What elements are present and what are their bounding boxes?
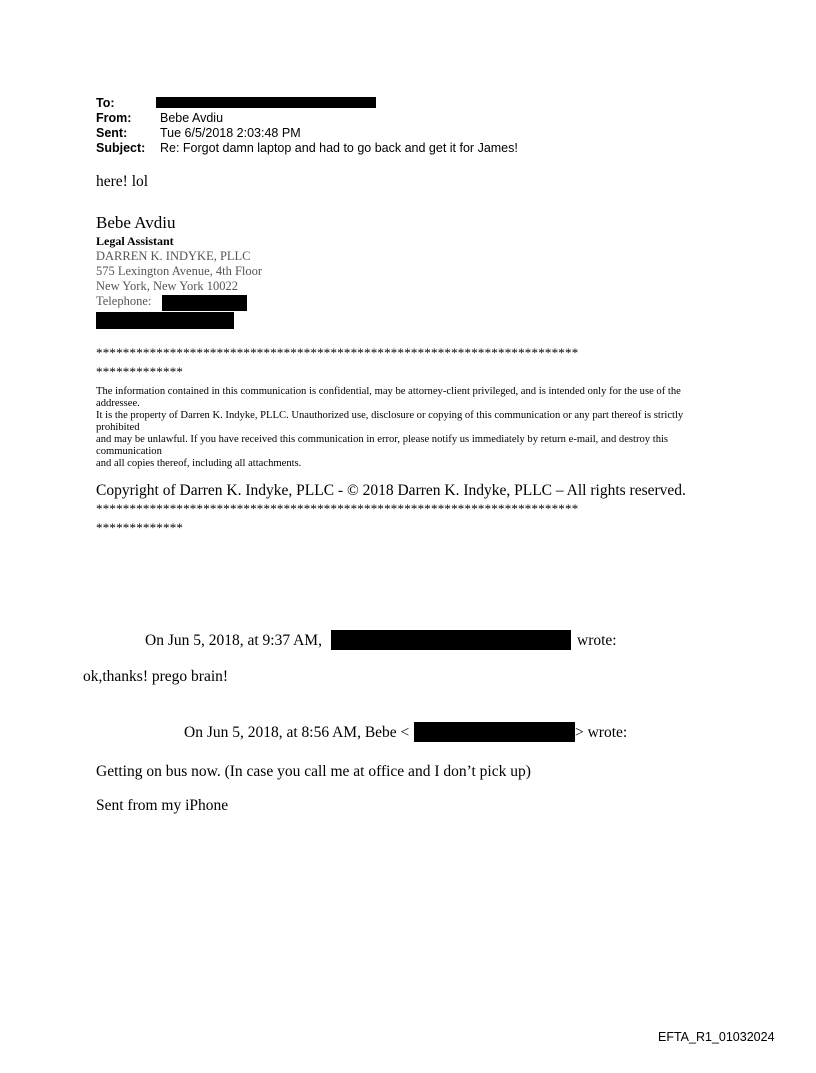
to-row <box>96 96 596 112</box>
quote-attribution-suffix: wrote: <box>577 632 617 649</box>
from-row <box>96 111 596 127</box>
signature-role: Legal Assistant <box>96 234 174 248</box>
signature-firm: DARREN K. INDYKE, PLLC <box>96 249 251 263</box>
quote-attribution-suffix: > wrote: <box>575 724 628 741</box>
to-label: To: <box>96 96 115 110</box>
stars-divider: ************* <box>96 364 184 379</box>
redaction-bar <box>331 630 571 650</box>
disclaimer-text <box>96 386 726 470</box>
quote-attribution: On Jun 5, 2018, at 8:56 AM, Bebe < <box>184 724 410 741</box>
signature-name: Bebe Avdiu <box>96 213 176 232</box>
sent-row <box>96 126 596 142</box>
disclaimer-line: and all copies thereof, including all attachments. <box>96 458 302 469</box>
redaction-bar <box>156 97 376 108</box>
disclaimer-line: The information contained in this communication is confidential, may be attorney-client privileged, and is intended only for the use of the addressee. <box>96 386 681 409</box>
signature-address-line2: New York, New York 10022 <box>96 279 239 293</box>
quote-attribution: On Jun 5, 2018, at 9:37 AM, <box>145 632 322 649</box>
quoted-message: ok,thanks! prego brain! <box>83 668 229 685</box>
from-label: From: <box>96 111 132 125</box>
stars-divider: ************************************************************************ <box>96 501 579 516</box>
copyright-notice: Copyright of Darren K. Indyke, PLLC - © 2018 Darren K. Indyke, PLLC – All rights reserved. <box>96 482 686 499</box>
redaction-bar <box>162 295 247 311</box>
quoted-message-footer: Sent from my iPhone <box>96 797 229 814</box>
document-id: EFTA_R1_01032024 <box>658 1030 775 1044</box>
signature-address-line1: 575 Lexington Avenue, 4th Floor <box>96 264 263 278</box>
disclaimer-line: It is the property of Darren K. Indyke, PLLC. Unauthorized use, disclosure or copying of this communication or any part thereof is strictly prohibited <box>96 410 684 433</box>
sent-value: Tue 6/5/2018 2:03:48 PM <box>160 126 301 140</box>
signature-telephone-label: Telephone: <box>96 294 152 308</box>
disclaimer-line: and may be unlawful. If you have received this communication in error, please notify us immediately by return e-mail, and destroy this communication <box>96 434 669 457</box>
quoted-message: Getting on bus now. (In case you call me at office and I don’t pick up) <box>96 763 531 780</box>
stars-divider: ************************************************************************ <box>96 345 579 360</box>
redaction-bar <box>96 312 234 329</box>
sent-label: Sent: <box>96 126 128 140</box>
message-body: here! lol <box>96 173 149 190</box>
subject-row <box>96 141 716 157</box>
stars-divider: ************* <box>96 520 184 535</box>
subject-label: Subject: <box>96 141 146 155</box>
subject-value: Re: Forgot damn laptop and had to go back and get it for James! <box>160 141 518 155</box>
redaction-bar <box>414 722 575 742</box>
from-value: Bebe Avdiu <box>160 111 224 125</box>
